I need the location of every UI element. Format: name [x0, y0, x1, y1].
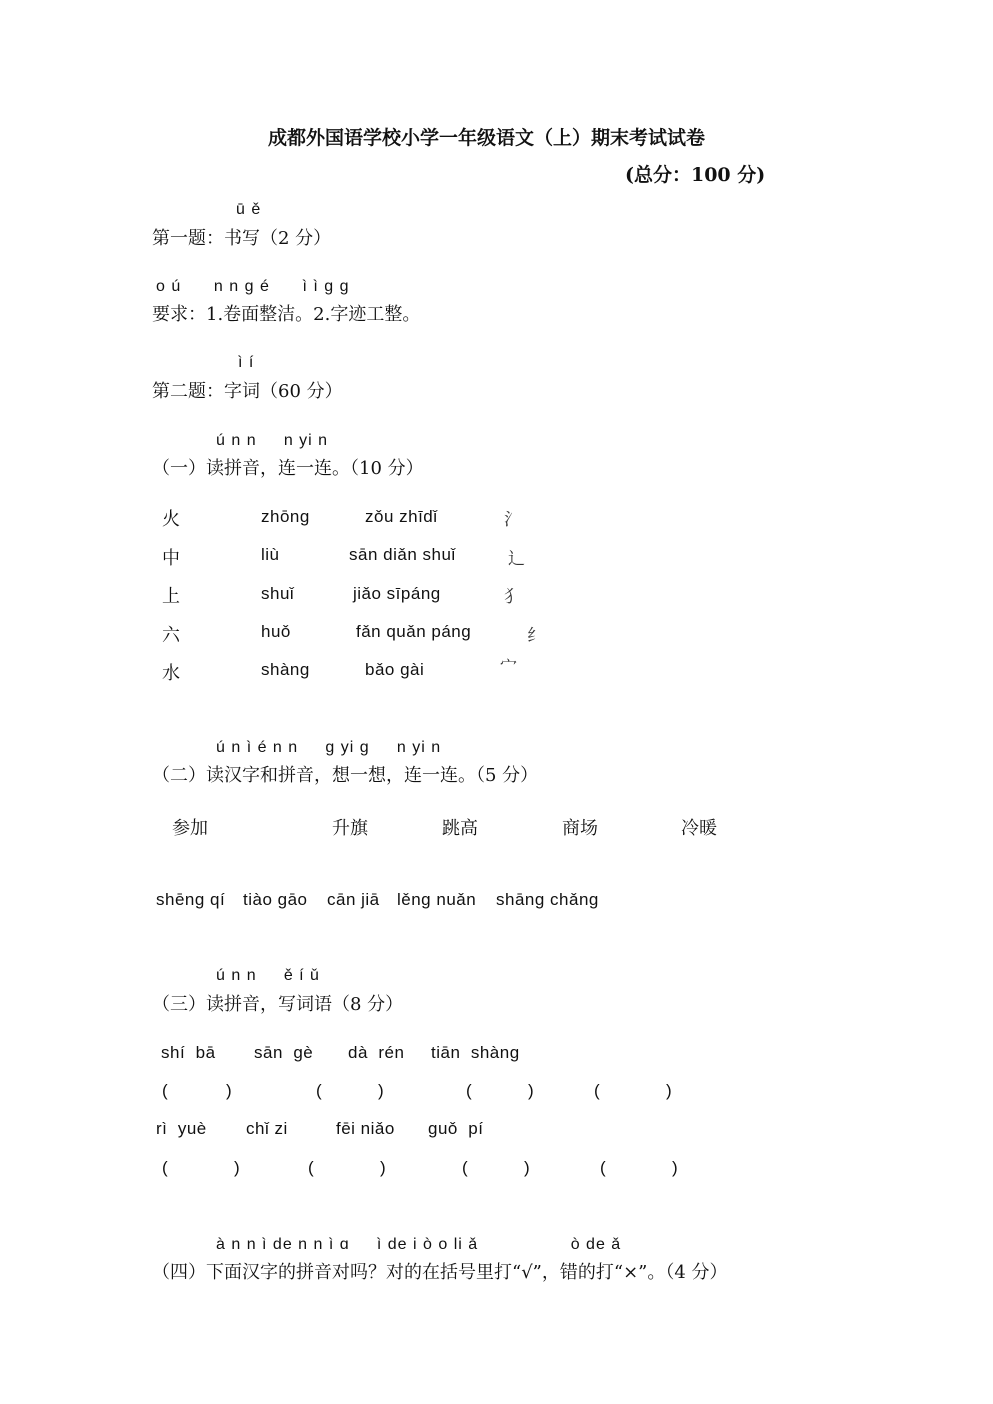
- q1-heading: 第一题：书写（2 分）: [152, 228, 332, 249]
- s1-radical-name: fǎn quǎn páng: [356, 622, 472, 641]
- answer-paren-open: (: [162, 1158, 169, 1177]
- s1-pinyin: shuǐ: [261, 584, 295, 603]
- s3-ruby: ú n n ě í ǔ: [216, 967, 320, 984]
- answer-paren-close: ): [524, 1158, 531, 1177]
- s2-word: 商场: [562, 818, 598, 839]
- s3-row2-pinyin: chǐ zi: [246, 1119, 288, 1138]
- s2-word: 冷暖: [681, 818, 717, 839]
- answer-paren-open: (: [594, 1081, 601, 1100]
- s3-row2-pinyin: guǒ pí: [428, 1119, 484, 1138]
- s1-radical: 纟: [527, 626, 544, 646]
- s2-pinyin: lěng nuǎn: [397, 890, 477, 909]
- s2-pinyin: cān jiā: [327, 890, 380, 909]
- s1-radical: 犭: [504, 587, 521, 607]
- answer-paren-open: (: [462, 1158, 469, 1177]
- s1-char: 中: [162, 548, 180, 569]
- answer-paren-open: (: [600, 1158, 607, 1177]
- s1-pinyin: zhōng: [261, 507, 310, 526]
- q2-ruby: ì í: [238, 354, 255, 371]
- s2-pinyin: shāng chǎng: [496, 890, 599, 909]
- answer-paren-close: ): [666, 1081, 673, 1100]
- s1-radical: 宀: [500, 657, 517, 677]
- answer-paren-open: (: [162, 1081, 169, 1100]
- s4-ruby: à n n ì de n n ì ɑ ì de i ò o li ǎ ò de ǎ: [216, 1236, 622, 1253]
- s1-radical-name: zǒu zhīdǐ: [365, 507, 438, 526]
- page-title: 成都外国语学校小学一年级语文（上）期末考试试卷: [268, 127, 706, 149]
- s1-char: 水: [162, 663, 180, 684]
- s2-ruby: ú n ì é n n g yi g n yi n: [216, 739, 442, 756]
- s3-row1-pinyin: shí bā: [161, 1043, 216, 1062]
- s2-pinyin: tiào gāo: [243, 890, 308, 909]
- q1-ruby: ū ě: [236, 201, 262, 218]
- answer-paren-close: ): [672, 1158, 679, 1177]
- s2-word: 跳高: [442, 818, 478, 839]
- s1-radical: 辶: [508, 549, 525, 569]
- total-score: (总分：100 分): [625, 164, 766, 186]
- s1-radical-name: jiǎo sīpáng: [353, 584, 441, 603]
- answer-paren-close: ): [234, 1158, 241, 1177]
- answer-paren-close: ): [226, 1081, 233, 1100]
- s1-radical: 氵: [504, 510, 521, 530]
- s3-row1-pinyin: sān gè: [254, 1043, 314, 1062]
- answer-paren-open: (: [316, 1081, 323, 1100]
- q2-heading: 第二题：字词（60 分）: [152, 381, 343, 402]
- s2-pinyin: shēng qí: [156, 890, 226, 909]
- s1-ruby: ú n n n yi n: [216, 432, 329, 449]
- s1-radical-name: bǎo gài: [365, 660, 425, 679]
- answer-paren-close: ): [378, 1081, 385, 1100]
- s1-radical-name: sān diǎn shuǐ: [349, 545, 456, 564]
- s4-heading: （四）下面汉字的拼音对吗？对的在括号里打“√”，错的打“×”。（4 分）: [152, 1262, 728, 1283]
- s1-pinyin: liù: [261, 545, 280, 564]
- s2-word: 参加: [172, 818, 208, 839]
- s2-heading: （二）读汉字和拼音，想一想，连一连。（5 分）: [152, 765, 539, 786]
- s3-row2-pinyin: fēi niǎo: [336, 1119, 395, 1138]
- answer-paren-close: ): [528, 1081, 535, 1100]
- s1-heading: （一）读拼音，连一连。（10 分）: [152, 458, 424, 479]
- answer-paren-close: ): [380, 1158, 387, 1177]
- s1-pinyin: huǒ: [261, 622, 291, 641]
- s1-pinyin: shàng: [261, 660, 310, 679]
- answer-paren-open: (: [308, 1158, 315, 1177]
- s1-char: 上: [162, 586, 180, 607]
- s1-char: 火: [162, 509, 180, 530]
- req-ruby: o ú n n g é ì ì g g: [156, 278, 350, 295]
- answer-paren-open: (: [466, 1081, 473, 1100]
- s3-row1-pinyin: dà rén: [348, 1043, 405, 1062]
- s3-heading: （三）读拼音，写词语（8 分）: [152, 994, 404, 1015]
- requirements: 要求：1.卷面整洁。2.字迹工整。: [152, 304, 421, 325]
- s3-row2-pinyin: rì yuè: [156, 1119, 207, 1138]
- s3-row1-pinyin: tiān shàng: [431, 1043, 520, 1062]
- s1-char: 六: [162, 625, 180, 646]
- s2-word: 升旗: [332, 818, 368, 839]
